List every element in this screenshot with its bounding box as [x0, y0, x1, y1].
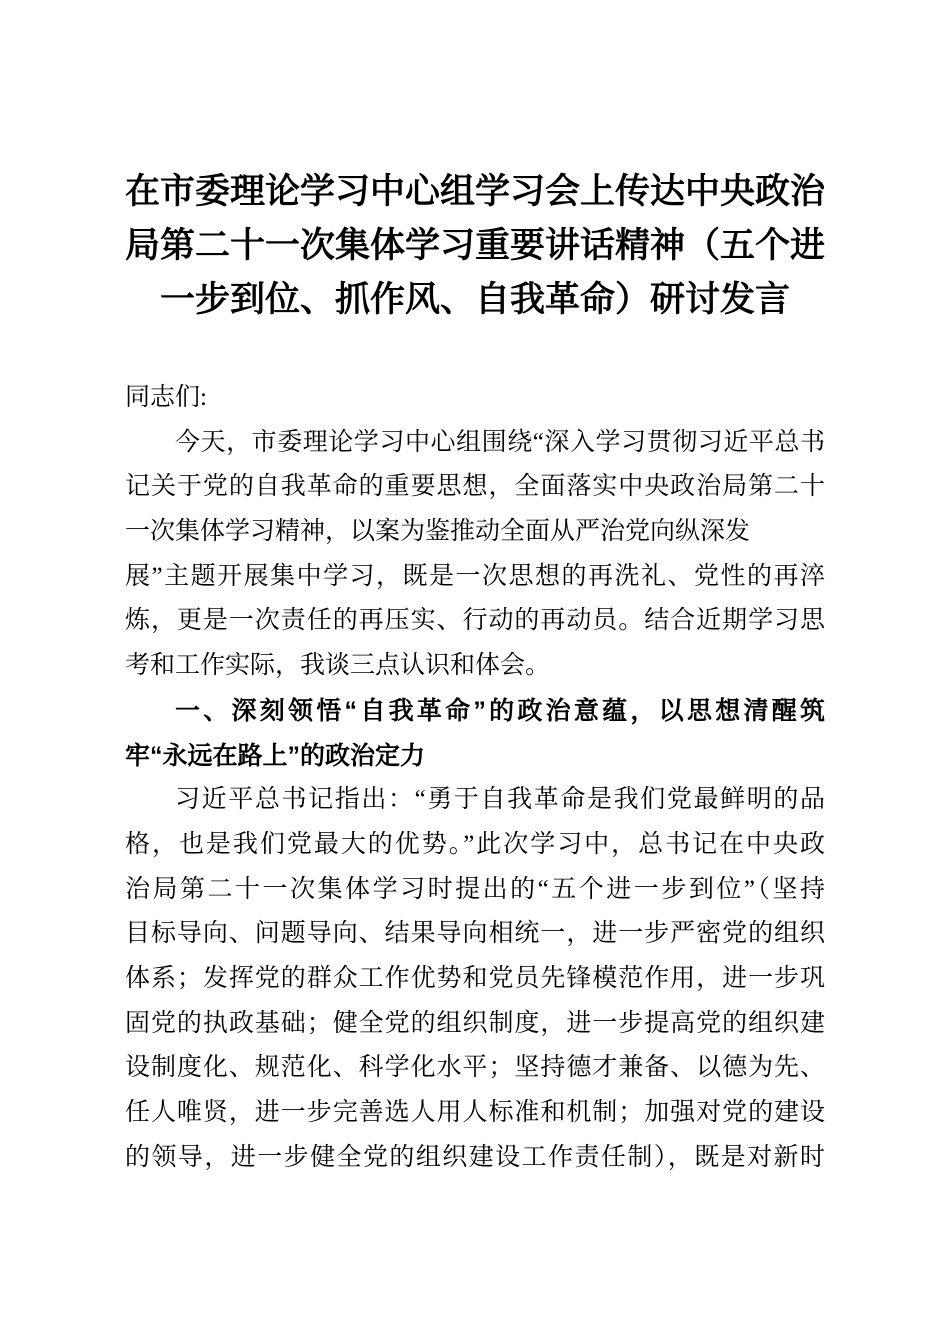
intro-paragraph-line: 炼，更是一次责任的再压实、行动的再动员。结合近期学习思 — [125, 607, 825, 635]
intro-paragraph-line: 考和工作实际，我谈三点认识和体会。 — [125, 652, 551, 680]
intro-paragraph-line: 一次集体学习精神，以案为鉴推动全面从严治党向纵深发 — [125, 518, 751, 546]
intro-paragraph-line: 今天，市委理论学习中心组围绕“深入学习贯彻习近平总书 — [175, 428, 825, 456]
section-one-paragraph-line: 体系；发挥党的群众工作优势和党员先锋模范作用，进一步巩 — [125, 965, 825, 992]
intro-paragraph-line: 记关于党的自我革命的重要思想，全面落实中央政治局第二十 — [125, 473, 825, 501]
title-line-1: 在市委理论学习中心组学习会上传达中央政治 — [125, 172, 826, 211]
section-one-paragraph-line: 治局第二十一次集体学习时提出的“五个进一步到位”（坚持 — [125, 875, 825, 903]
title-line-2: 局第二十一次集体学习重要讲话精神（五个进 — [125, 226, 826, 265]
document-title — [125, 165, 825, 327]
section-one-paragraph-line: 设制度化、规范化、科学化水平；坚持德才兼备、以德为先、 — [125, 1054, 825, 1082]
section-one-paragraph-line: 目标导向、问题导向、结果导向相统一，进一步严密党的组织 — [125, 920, 825, 948]
title-line-3: 一步到位、抓作风、自我革命）研讨发言 — [159, 280, 790, 319]
section-one-paragraph-line: 习近平总书记指出：“勇于自我革命是我们党最鲜明的品 — [175, 786, 825, 814]
section-one-paragraph-line: 格，也是我们党最大的优势。”此次学习中，总书记在中央政 — [125, 830, 825, 858]
document-body — [125, 376, 825, 1180]
section-one-heading-line: 一、深刻领悟“自我革命”的政治意蕴，以思想清醒筑 — [175, 696, 825, 725]
section-one-heading-line: 牢“永远在路上”的政治定力 — [125, 741, 426, 770]
salutation-line: 同志们: — [125, 384, 207, 411]
section-one-paragraph-line: 任人唯贤，进一步完善选人用人标准和机制；加强对党的建设 — [125, 1099, 825, 1127]
section-one-paragraph-line: 固党的执政基础；健全党的组织制度，进一步提高党的组织建 — [125, 1009, 825, 1037]
section-one-paragraph-line: 的领导，进一步健全党的组织建设工作责任制），既是对新时 — [125, 1143, 825, 1171]
intro-paragraph-line: 展”主题开展集中学习，既是一次思想的再洗礼、党性的再淬 — [125, 562, 825, 590]
